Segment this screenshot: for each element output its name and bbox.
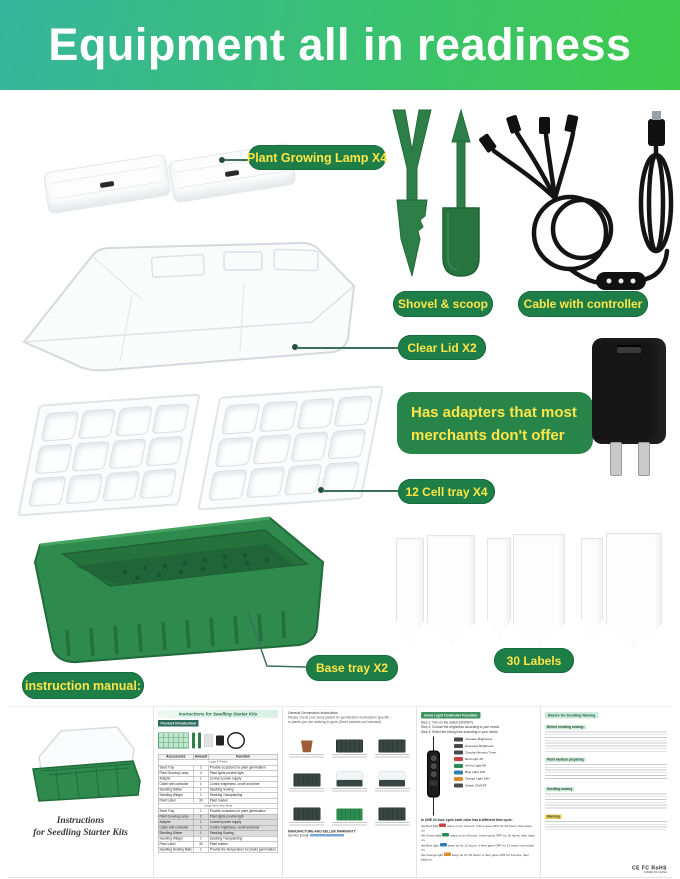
paragraph-placeholder	[545, 764, 667, 781]
controller-callout: Increase Brightness	[454, 737, 536, 741]
kit-thumbnail-image	[21, 719, 141, 807]
mini-cable-icon	[227, 732, 245, 749]
cycle-line: the Green light stays on for 8 hours. It then goes OFF for 16 hours, then back on.	[421, 834, 535, 843]
table-group-1: Large 6 Packs	[158, 760, 278, 765]
paragraph-placeholder	[545, 794, 667, 809]
cycle-intro: In ONE 24 hour cycle each color has a different time cycle.	[421, 818, 513, 822]
product-introduction-badge: Product Introduction	[158, 720, 199, 727]
mini-labels-icon	[204, 734, 213, 747]
cycle-lines	[421, 824, 536, 863]
tray-base-icon	[379, 780, 405, 787]
table-row: Seedling Widger 1 Seedling Transplanting	[158, 793, 278, 799]
cell-tray-2	[197, 385, 384, 510]
soil-tray-icon	[293, 773, 320, 786]
germination-title: General Germination Instructions	[288, 711, 338, 715]
plant-label-stake	[513, 534, 565, 646]
clear-lid-image	[12, 240, 372, 390]
accessory-icons-row	[158, 729, 278, 752]
table-row: Plant Label 30 Plant marker	[158, 842, 278, 848]
usb-port	[617, 345, 641, 353]
controller-callouts	[454, 736, 536, 815]
controller-callout: Blue Light 12H	[454, 770, 536, 774]
table-row: Seedling Widger 1 Seedling Transplanting	[158, 836, 278, 842]
controller-remote-image	[421, 736, 454, 815]
plant-label-stake	[427, 535, 475, 645]
col-function: Function	[208, 754, 277, 760]
cycle-line: the Red light stays on for 4 hours. It then goes OFF for 20 hours, then back on.	[421, 824, 532, 833]
soil-tray-icon	[293, 807, 320, 820]
power-adapter-image	[592, 338, 666, 444]
manual-page-3	[283, 707, 416, 877]
dome-lid-icon	[379, 771, 406, 780]
table-row: Plant Growing Lamp 4 Plant lights provide light	[158, 771, 278, 777]
adapter-prong	[610, 442, 622, 476]
sprout-tray-icon	[336, 808, 362, 820]
table-row: Cable with controller 1 Control brightness, on/off and timer	[158, 782, 278, 788]
label-instruction-manual: instruction manual:	[22, 672, 144, 699]
table-rows-group1	[158, 765, 278, 804]
cycle-line: the Orange light stays on for 18 hours. It then goes OFF for 6 hours, then back on.	[421, 853, 529, 862]
mini-dibber-icon	[192, 733, 195, 749]
germination-line2: to plants you are seeking to grow (Seed packets not included)	[288, 720, 381, 725]
paragraph-placeholder	[545, 732, 667, 752]
controller-callout: Circular Memory Timer	[454, 751, 536, 755]
seedling-basics-header: Basics for Seedling Raising	[545, 712, 598, 719]
mini-widger-icon	[198, 733, 201, 749]
dome-lid-icon	[336, 771, 363, 780]
label-30-labels: 30 Labels	[494, 648, 574, 673]
table-row: Seed Tray 2 Provide occasions for plant germination	[158, 765, 278, 771]
germination-steps-grid	[288, 728, 411, 827]
controller-step-1: Step 1: Turn on the switch (ON/OFF).	[421, 721, 474, 725]
controller-function-header: Grow Light Controller Function	[421, 712, 480, 719]
seedling-basics-sections	[545, 722, 667, 833]
manual-cover-title-line2: for Seedling Starter Kits	[33, 828, 128, 839]
controller-step-2: Step 2: Choose the brightness according to your needs.	[421, 725, 500, 730]
manual-cover-title-line1: Instructions	[56, 816, 105, 826]
manual-page-2	[154, 707, 282, 877]
cell-tray-callout-line	[322, 490, 398, 492]
germination-line1: Please check your seed packet for germination instructions specific	[288, 716, 390, 720]
label-clear-lid: Clear Lid X2	[398, 335, 486, 360]
grow-lamp-1	[42, 154, 171, 215]
controller-callout: Decrease Brightness	[454, 744, 536, 748]
tray-base-icon	[336, 780, 362, 787]
controller-step-3: Step 3: Select the timing time according to your needs.	[421, 730, 499, 734]
lid-callout-line	[296, 347, 398, 349]
col-accessories: Accessories	[158, 754, 193, 760]
manual-pages-strip	[8, 706, 672, 878]
plant-label-stake	[581, 538, 603, 638]
table-row: Plant Label 30 Plant marker	[158, 798, 278, 804]
table-row: Seedling Heating Mats 1 Provide the temperature for plants germination	[158, 847, 278, 853]
table-group-2: Large with Heat Mats	[158, 804, 278, 809]
manual-page-1	[8, 707, 153, 877]
table-row: Adapter 1 Connect power supply	[158, 776, 278, 782]
label-base-tray: Base tray X2	[306, 655, 398, 681]
mini-adapter-icon	[216, 736, 224, 746]
controller-callout: Switch ON/OFF	[454, 784, 536, 788]
pot-icon	[300, 740, 314, 752]
adapter-info-line2: merchants don't offer	[411, 427, 565, 445]
controller-callout: Red Light 4H	[454, 757, 536, 761]
service-email-redacted	[310, 834, 344, 837]
col-amount: Amount	[194, 755, 208, 759]
paragraph-placeholder	[545, 821, 667, 832]
cell-tray-1	[17, 393, 200, 516]
adapter-info-line1: Has adapters that most	[411, 404, 577, 421]
mini-tray-icon	[158, 733, 189, 749]
adapter-prong	[638, 442, 650, 476]
table-row: Cable with controller 1 Control brightness, on/off and timer	[158, 825, 278, 831]
manual-page-4	[417, 707, 540, 877]
soil-tray-icon	[336, 739, 363, 752]
controller-callout: Green Light 8H	[454, 764, 536, 768]
basics-section: Plant medium preparing	[545, 754, 667, 781]
soil-tray-icon	[379, 807, 406, 820]
usb-cable-image	[470, 103, 680, 298]
warranty-text: MANUFACTURE-AND-SELLER WARRANTY	[288, 829, 356, 834]
page-title: Equipment all in readiness	[48, 19, 632, 70]
header-banner	[0, 0, 680, 90]
label-shovel-scoop: Shovel & scoop	[393, 291, 493, 317]
label-cell-tray: 12 Cell tray X4	[398, 479, 495, 504]
table-row: Seedling Dibber 1 Seedling Sowing	[158, 787, 278, 793]
plant-label-stake	[487, 538, 511, 640]
label-plant-growing-lamp: Plant Growing Lamp X4	[248, 145, 386, 170]
certification-marks: CE FC RoHS	[632, 865, 667, 871]
manual-page-5	[541, 707, 671, 877]
soil-tray-icon	[379, 739, 406, 752]
basics-section: Warning	[545, 811, 667, 832]
made-in-text: MADE IN CHINA	[644, 871, 667, 874]
table-rows-group2	[158, 809, 278, 853]
service-email-label: Service Email:	[288, 833, 310, 838]
cycle-line: the Blue light stays on for 12 hours. It then goes OFF for 12 hours, then back on.	[421, 843, 534, 852]
accessories-table	[158, 754, 278, 853]
table-row: Seed Tray 1 Provide occasions for plant germination	[158, 809, 278, 815]
basics-section: Before seedling sowing:	[545, 722, 667, 752]
table-row: Plant Growing Lamp 2 Plant lights provide light	[158, 814, 278, 820]
table-row: Seedling Dibber 1 Seedling Sowing	[158, 831, 278, 837]
table-row: Adapter 1 Connect power supply	[158, 820, 278, 826]
label-cable-controller: Cable with controller	[518, 291, 648, 317]
controller-callout: Orange Light 18H	[454, 777, 536, 781]
plant-label-stake	[396, 538, 424, 642]
plant-label-stake	[606, 533, 662, 647]
adapter-info-box	[397, 392, 593, 454]
basics-section: Seedling sowing	[545, 784, 667, 809]
manual-page2-header: Instructions for Seedling Starter Kits	[158, 710, 278, 718]
